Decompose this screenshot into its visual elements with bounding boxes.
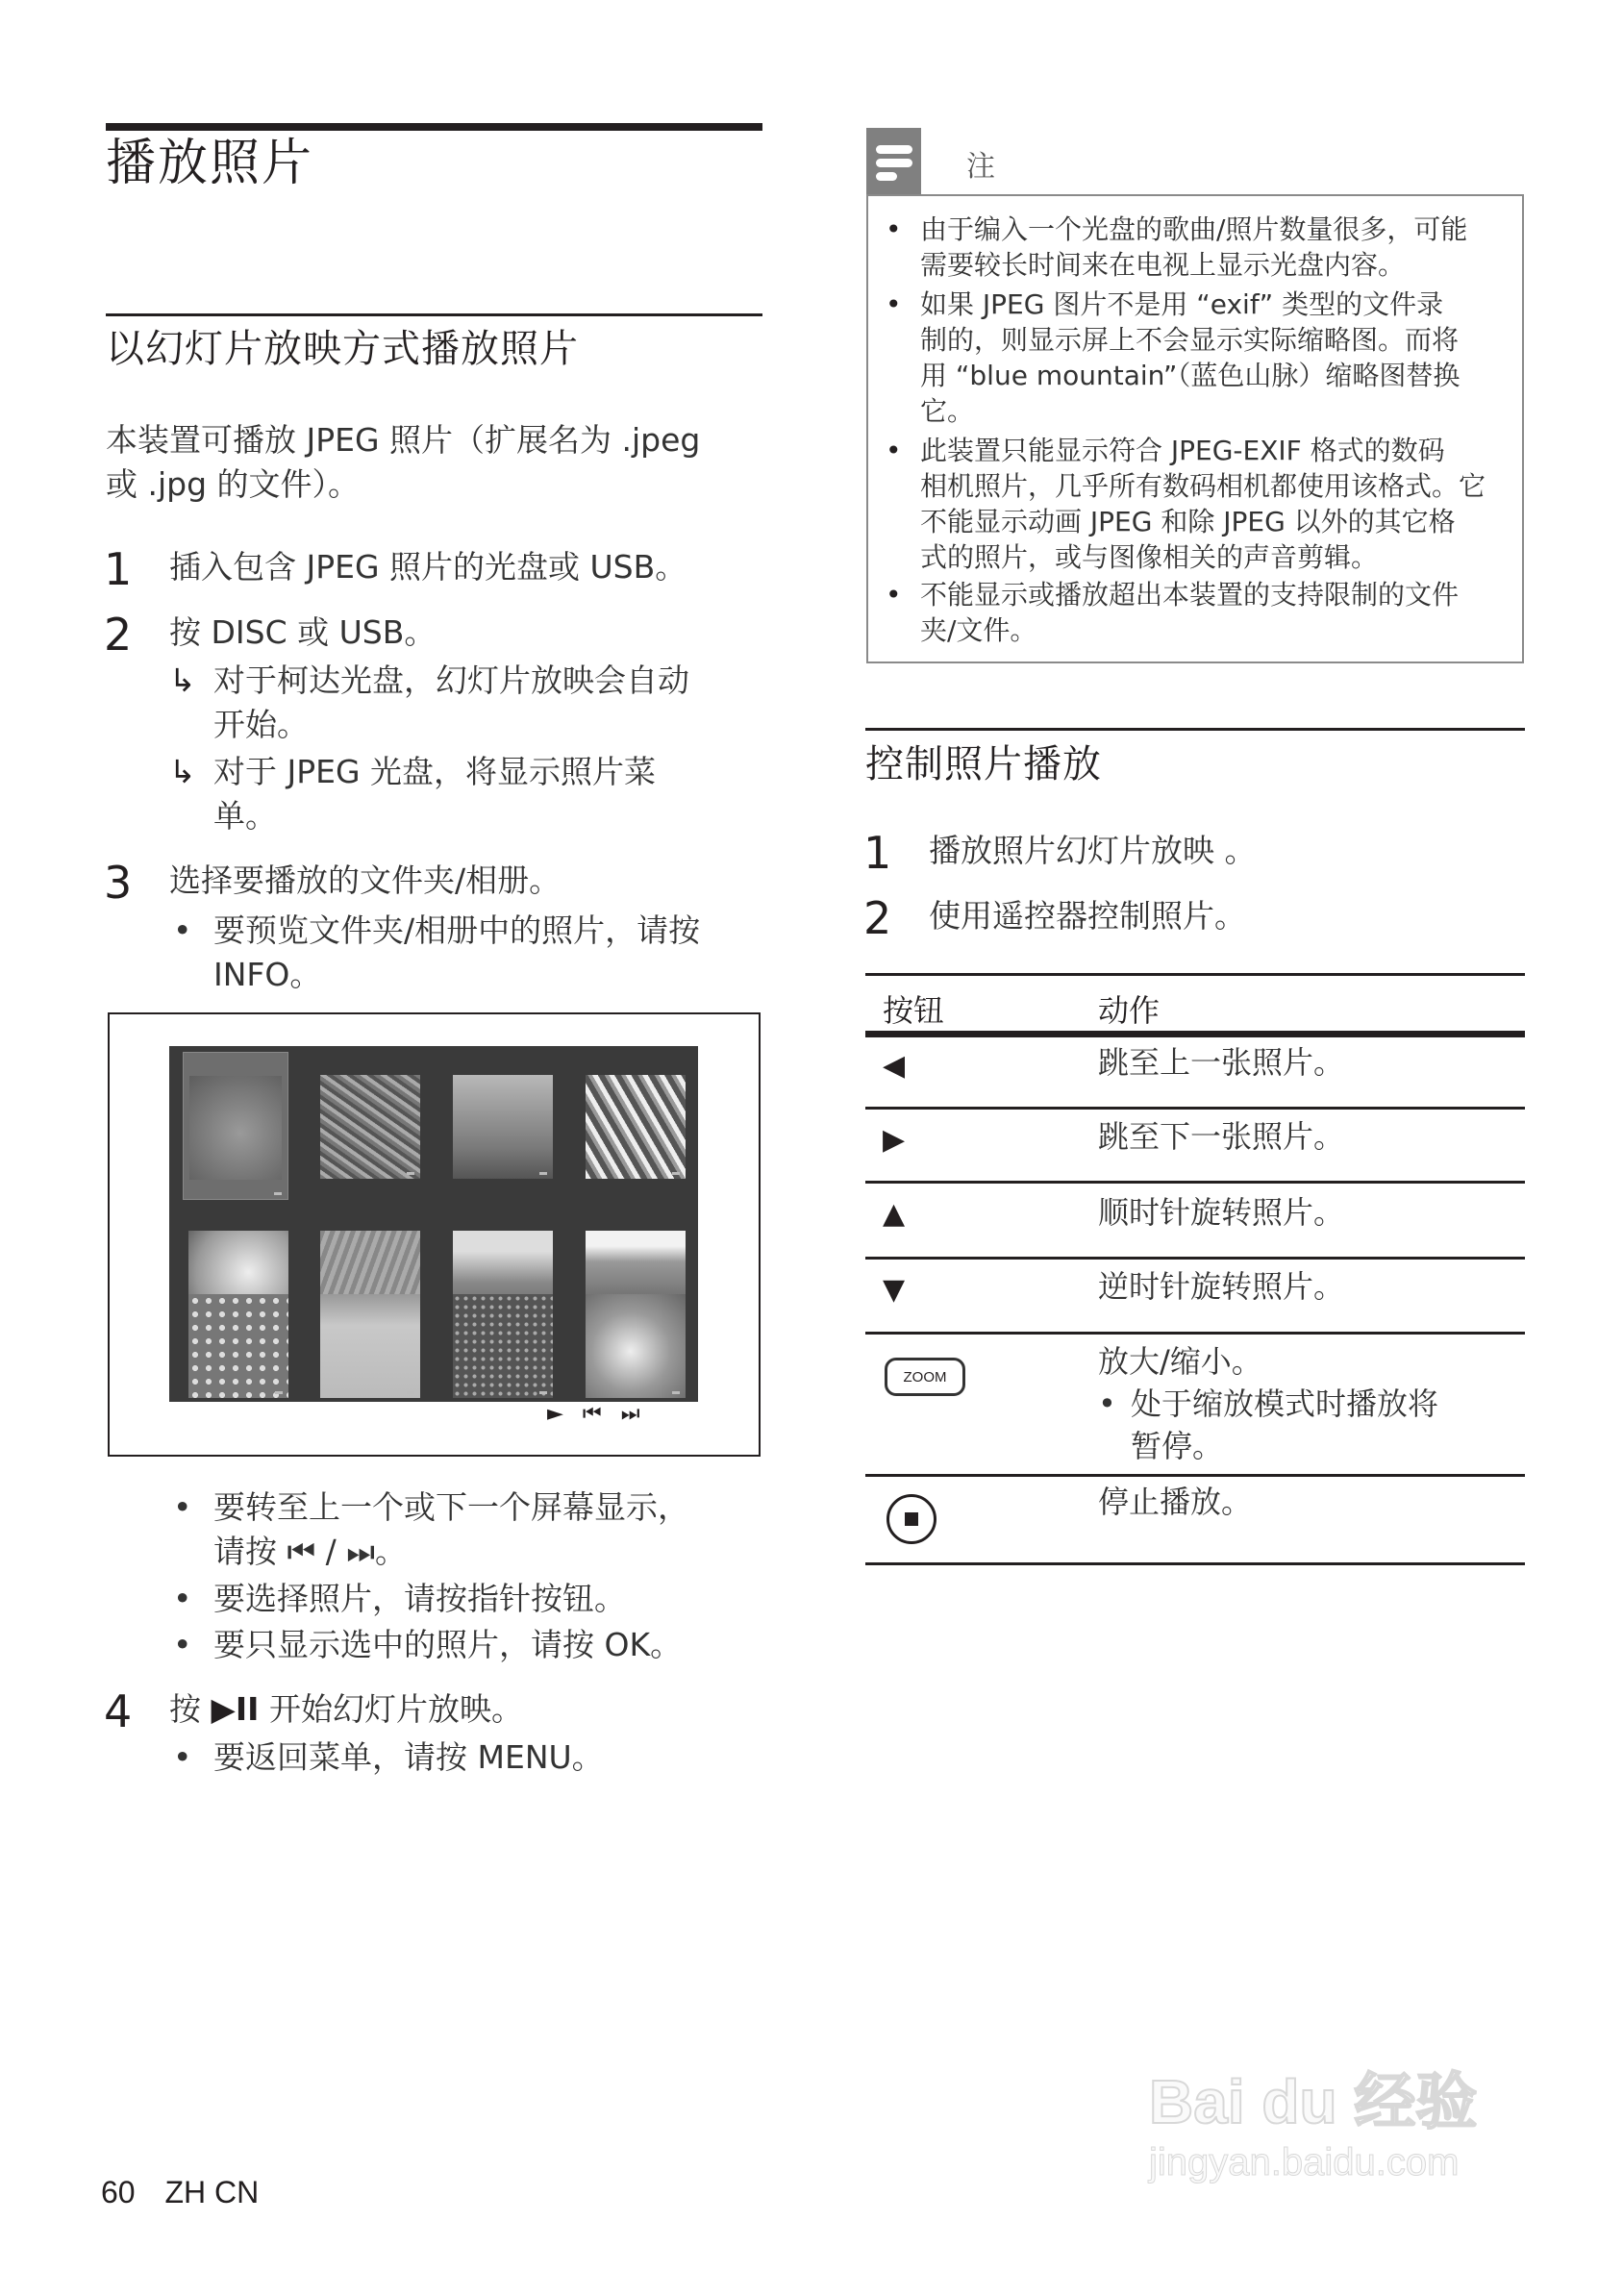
- thumbnail[interactable]: [453, 1075, 553, 1179]
- bullet-icon: •: [173, 1738, 192, 1776]
- table-header: [865, 983, 1525, 1031]
- result-kodak: ↳ 对于柯达光盘，幻灯片放映会自动 开始。: [169, 659, 689, 747]
- bullet-show-selected: • 要只显示选中的照片，请按 OK。: [169, 1623, 682, 1667]
- previous-icon: ⏮: [582, 1402, 602, 1426]
- step-text: 按 ▶II 开始幻灯片放映。: [169, 1690, 523, 1728]
- step-number: 3: [104, 857, 133, 909]
- result-arrow-icon: ↳: [169, 753, 196, 790]
- bullet-select-photo: • 要选择照片，请按指针按钮。: [169, 1577, 626, 1621]
- table-row: [865, 1335, 1525, 1475]
- section-title-control: 控制照片播放: [865, 742, 1102, 786]
- page-footer: [101, 2175, 259, 2210]
- control-step-1: [863, 829, 1257, 877]
- step-2: [104, 611, 436, 659]
- photo-menu-illustration: [108, 1012, 761, 1457]
- note-item: • 不能显示或播放超出本装置的支持限制的文件 夹/文件。: [886, 579, 1460, 646]
- section-rule: [865, 728, 1525, 731]
- result-jpeg: ↳ 对于 JPEG 光盘，将显示照片菜 单。: [169, 750, 656, 838]
- page-title: 播放照片: [106, 135, 314, 192]
- table-row: [865, 1477, 1525, 1563]
- table-top-rule: [865, 973, 1525, 976]
- action-text: 逆时针旋转照片。: [1098, 1268, 1345, 1305]
- bullet-icon: •: [173, 1626, 192, 1663]
- table-row: [865, 1184, 1525, 1257]
- step-1: [104, 545, 687, 593]
- note-item: • 如果 JPEG 图片不是用 “exif” 类型的文件录 制的，则显示屏上不会显示实际缩略图。而将 用 “blue mountain”（蓝色山脉）缩略图替换 它。: [886, 288, 1461, 427]
- action-text: 顺时针旋转照片。: [1098, 1194, 1345, 1231]
- table-header-rule: [865, 1031, 1525, 1037]
- step-number: 2: [863, 892, 892, 944]
- table-row: [865, 1037, 1525, 1107]
- page-number: 60: [101, 2175, 136, 2209]
- header-button: 按钮: [883, 992, 945, 1029]
- table-row: [865, 1110, 1525, 1181]
- thumbnail[interactable]: [453, 1294, 553, 1398]
- thumbnail[interactable]: [586, 1294, 686, 1398]
- bullet-icon: •: [173, 1488, 192, 1526]
- thumbnail[interactable]: [320, 1075, 420, 1179]
- action-text: 停止播放。: [1098, 1484, 1253, 1520]
- watermark-url: jingyan.baidu.com: [1149, 2141, 1460, 2184]
- step-number: 1: [863, 827, 892, 879]
- watermark-brand: Bai du 经验: [1149, 2067, 1478, 2136]
- play-icon: ►: [547, 1402, 563, 1426]
- bullet-icon: •: [886, 288, 902, 320]
- bullet-icon: •: [1098, 1385, 1116, 1422]
- step-text: 播放照片幻灯片放映 。: [929, 832, 1257, 869]
- step-number: 4: [104, 1685, 133, 1737]
- bullet-preview: • 要预览文件夹/相册中的照片，请按 INFO。: [169, 909, 700, 997]
- result-arrow-icon: ↳: [169, 661, 196, 699]
- up-arrow-icon: ▲: [883, 1197, 906, 1231]
- intro-paragraph: 本装置可播放 JPEG 照片（扩展名为 .jpeg 或 .jpg 的文件）。: [106, 421, 701, 503]
- action-text: 放大/缩小。 • 处于缩放模式时播放将 暂停。: [1098, 1340, 1438, 1467]
- header-action: 动作: [1098, 992, 1161, 1029]
- bullet-icon: •: [173, 911, 192, 949]
- note-title: 注: [966, 150, 995, 184]
- bullet-icon: •: [886, 435, 902, 466]
- language-code: ZH CN: [164, 2175, 260, 2209]
- bullet-icon: •: [173, 1580, 192, 1617]
- play-pause-icon: ▶II: [211, 1690, 260, 1728]
- left-arrow-icon: ◀: [883, 1049, 906, 1083]
- thumbnail[interactable]: [188, 1294, 288, 1398]
- step-text: 选择要播放的文件夹/相册。: [169, 861, 562, 899]
- down-arrow-icon: ▼: [883, 1273, 906, 1307]
- step-number: 1: [104, 543, 133, 595]
- step-3: [104, 859, 561, 907]
- baidu-watermark: [1149, 2053, 1477, 2184]
- step-text: 按 DISC 或 USB。: [169, 613, 437, 651]
- bullet-next-screen: • 要转至上一个或下一个屏幕显示， 请按 ⏮ / ⏭。: [169, 1485, 689, 1574]
- note-item: • 由于编入一个光盘的歌曲/照片数量很多，可能 需要较长时间来在电视上显示光盘内容。: [886, 213, 1468, 281]
- step-number: 2: [104, 609, 133, 661]
- section-rule: [106, 313, 762, 316]
- section-title-slideshow: 以幻灯片放映方式播放照片: [106, 327, 579, 371]
- table-row: [865, 1260, 1525, 1333]
- control-step-2: [863, 894, 1246, 942]
- title-rule: [106, 123, 762, 131]
- note-item: • 此装置只能显示符合 JPEG-EXIF 格式的数码 相机照片，几乎所有数码相机都使用该格式。它 不能显示动画 JPEG 和除 JPEG 以外的其它格 式的照片，或与图像相关的声音剪辑。: [886, 435, 1486, 573]
- bullet-return-menu: • 要返回菜单，请按 MENU。: [169, 1735, 604, 1780]
- step-text: 使用遥控器控制照片。: [929, 897, 1246, 935]
- thumbnail[interactable]: [586, 1075, 686, 1179]
- step-4: [104, 1687, 523, 1735]
- zoom-button-icon: ZOOM: [885, 1358, 965, 1396]
- action-text: 跳至上一张照片。: [1098, 1044, 1345, 1081]
- step-text: 插入包含 JPEG 照片的光盘或 USB。: [169, 548, 687, 586]
- stop-button-icon: [886, 1494, 936, 1544]
- next-icon: ⏭: [620, 1402, 640, 1426]
- note-icon: [866, 128, 921, 195]
- note-box: [866, 194, 1524, 663]
- action-text: 跳至下一张照片。: [1098, 1118, 1345, 1155]
- table-bottom-rule: [865, 1562, 1525, 1565]
- bullet-icon: •: [886, 213, 902, 245]
- thumbnail[interactable]: [320, 1294, 420, 1398]
- screen-nav-icons: [547, 1402, 640, 1426]
- thumbnail-selected[interactable]: [183, 1052, 288, 1200]
- bullet-icon: •: [886, 579, 902, 611]
- right-arrow-icon: ▶: [883, 1123, 906, 1157]
